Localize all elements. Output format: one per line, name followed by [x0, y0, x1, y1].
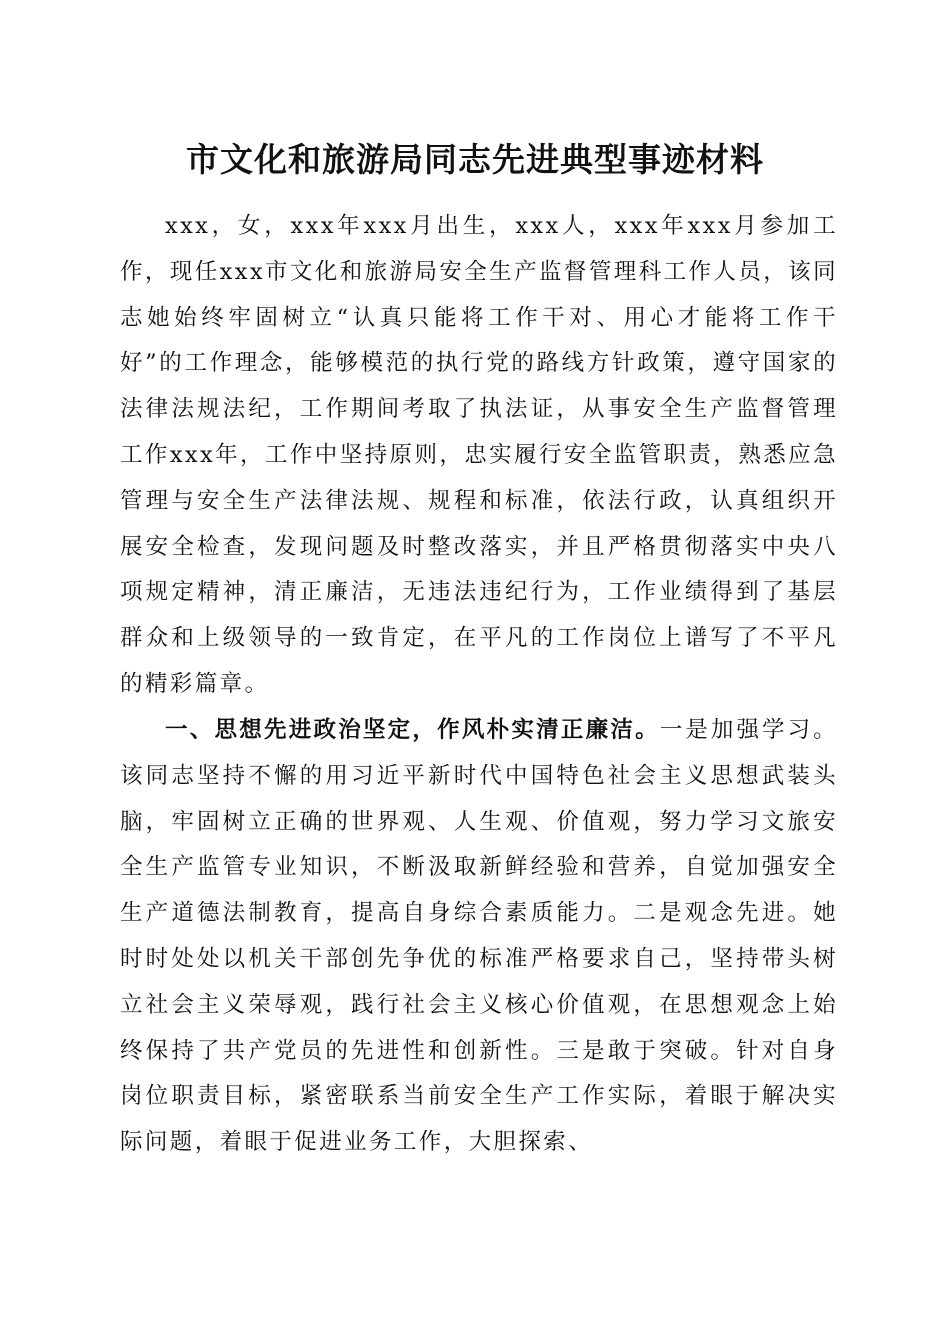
intro-paragraph-text: xxx，女，xxx年xxx月出生，xxx人，xxx年xxx月参加工作，现任xxx市文化和旅游局安全生产监督管理科工作人员，该同志她始终牢固树立“认真只能将工作干对、用心才能将工作干好”的工作理念，能够模范的执行党的路线方针政策，遵守国家的法律法规法纪，工作期间考取了执法证，从事安全生产监督管理工作xxx年，工作中坚持原则，忠实履行安全监管职责，熟悉应急管理与安全生产法律法规、规程和标准，依法行政，认真组织开展安全检查，发现问题及时整改落实，并且严格贯彻落实中央八项规定精神，清正廉洁，无违法违纪行为，工作业绩得到了基层群众和上级领导的一致肯定，在平凡的工作岗位上谱写了不平凡的精彩篇章。 [120, 213, 838, 697]
section-one-heading: 一、思想先进政治坚定，作风朴实清正廉洁。 [165, 717, 660, 743]
section-one-paragraph [120, 708, 838, 1166]
intro-paragraph [120, 204, 838, 708]
document-title: 市文化和旅游局同志先进典型事迹材料 [186, 140, 764, 179]
section-one-text: 一是加强学习。该同志坚持不懈的用习近平新时代中国特色社会主义思想武装头脑，牢固树立正确的世界观、人生观、价值观，努力学习文旅安全生产监管专业知识，不断汲取新鲜经验和营养，自觉加强安全生产道德法制教育，提高自身综合素质能力。二是观念先进。她时时处处以机关干部创先争优的标准严格要求自己，坚持带头树立社会主义荣辱观，践行社会主义核心价值观，在思想观念上始终保持了共产党员的先进性和创新性。三是敢于突破。针对自身岗位职责目标，紧密联系当前安全生产工作实际，着眼于解决实际问题，着眼于促进业务工作，大胆探索、 [120, 717, 838, 1156]
